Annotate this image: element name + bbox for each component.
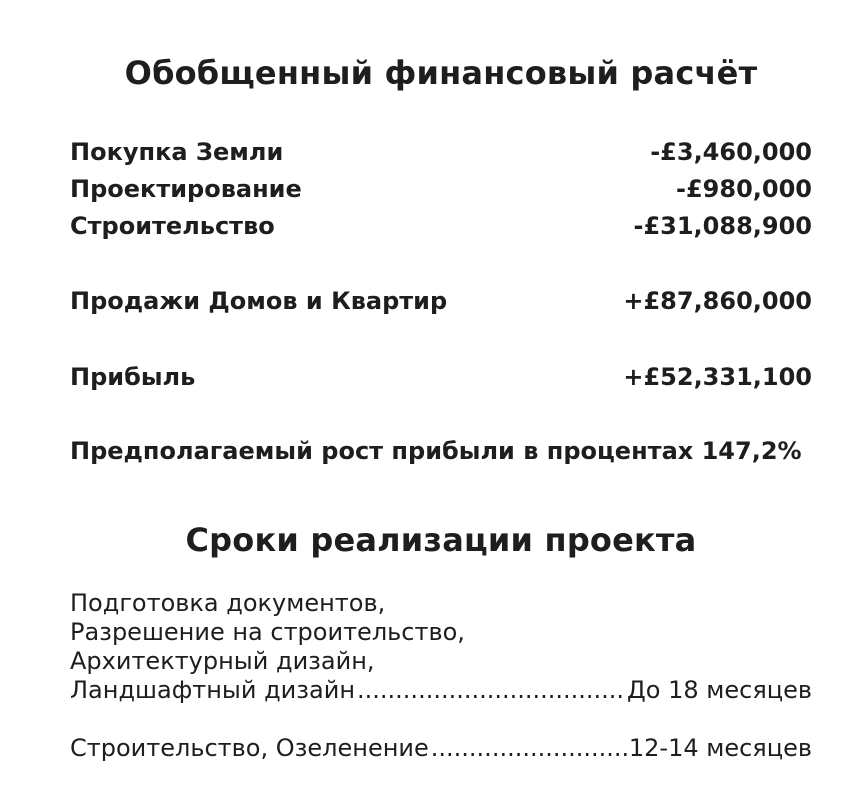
timeline-item: Ландшафтный дизайн bbox=[70, 676, 356, 704]
finance-row-label: Покупка Земли bbox=[70, 138, 284, 166]
finance-row-amount: -£3,460,000 bbox=[650, 138, 812, 166]
finance-row-profit bbox=[70, 362, 812, 392]
timeline-leader-row bbox=[70, 734, 812, 763]
timeline-phase-build bbox=[70, 734, 812, 763]
financial-title: Обобщенный финансовый расчёт bbox=[124, 54, 758, 92]
timeline-item: Строительство, Озеленение bbox=[70, 734, 429, 762]
finance-row-label: Строительство bbox=[70, 212, 275, 240]
finance-row-label: Проектирование bbox=[70, 175, 302, 203]
timeline-phase-design bbox=[70, 589, 812, 705]
finance-row-design bbox=[70, 174, 812, 204]
timeline-item: Разрешение на строительство, bbox=[70, 618, 465, 646]
timeline-item: Архитектурный дизайн, bbox=[70, 647, 375, 675]
timeline-leader-row bbox=[70, 676, 812, 705]
timeline-item: Подготовка документов, bbox=[70, 589, 386, 617]
finance-row-sales bbox=[70, 286, 812, 316]
finance-row-label: Продажи Домов и Квартир bbox=[70, 287, 448, 315]
finance-row-construction bbox=[70, 211, 812, 241]
finance-row-amount: +£52,331,100 bbox=[623, 363, 812, 391]
timeline-duration: До 18 месяцев bbox=[627, 676, 812, 704]
timeline-duration: 12-14 месяцев bbox=[628, 734, 812, 762]
finance-row-amount: +£87,860,000 bbox=[623, 287, 812, 315]
finance-row-label: Прибыль bbox=[70, 363, 196, 391]
finance-row-amount: -£980,000 bbox=[676, 175, 812, 203]
timeline-title: Сроки реализации проекта bbox=[185, 521, 697, 559]
dot-leader bbox=[431, 734, 627, 763]
profit-growth-text: Предполагаемый рост прибыли в процентах 147,2% bbox=[70, 437, 802, 465]
finance-row-amount: -£31,088,900 bbox=[633, 212, 812, 240]
dot-leader bbox=[357, 676, 625, 705]
finance-row-land bbox=[70, 137, 812, 167]
